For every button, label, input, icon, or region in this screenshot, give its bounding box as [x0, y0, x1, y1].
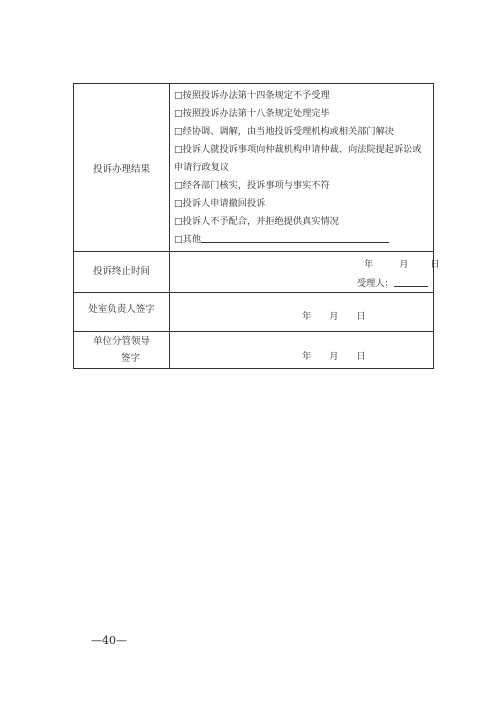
office-head-row — [74, 292, 433, 331]
receiver-sign-field[interactable] — [394, 276, 428, 287]
year-text: 年 — [302, 351, 312, 362]
month-text: 月 — [329, 311, 339, 322]
option-mediation[interactable]: □经协调、调解，由当地投诉受理机构或相关部门解决 — [174, 126, 394, 137]
option-uncooperative[interactable]: □投诉人不予配合，并拒绝提供真实情况 — [174, 216, 339, 227]
end-time-row — [74, 251, 440, 292]
option-arbitration[interactable]: □投诉人就投诉事项向仲裁机构申请仲裁、向法院提起诉讼或申请行政复议 — [174, 144, 422, 173]
month-text: 月 — [329, 351, 339, 362]
option-article-14[interactable]: □按照投诉办法第十四条规定不予受理 — [174, 90, 330, 101]
year-text: 年 — [364, 259, 374, 270]
option-article-18[interactable]: □按照投诉办法第十八条规定处理完毕 — [174, 108, 330, 119]
option-other[interactable] — [174, 231, 429, 249]
month-text: 月 — [399, 259, 409, 270]
day-text: 日 — [356, 311, 366, 322]
day-text: 日 — [356, 351, 366, 362]
unit-leader-label — [74, 333, 169, 367]
receiver-label: 受理人： — [357, 278, 394, 289]
complaint-form-table — [73, 83, 440, 369]
option-other-label: □其他 — [174, 234, 202, 245]
day-text: 日 — [430, 259, 440, 270]
end-time-label: 投诉终止时间 — [92, 266, 150, 277]
page-number: —40— — [91, 634, 127, 647]
result-label: 投诉办理结果 — [92, 164, 150, 175]
other-blank-field[interactable] — [201, 232, 389, 243]
result-options — [174, 87, 429, 249]
receiver-signature — [357, 275, 428, 289]
end-time-date — [364, 256, 440, 270]
result-row — [74, 84, 433, 251]
unit-leader-date — [302, 348, 366, 362]
option-withdraw[interactable]: □投诉人申请撤回投诉 — [174, 198, 266, 209]
option-facts-mismatch[interactable]: □经各部门核实，投诉事项与事实不符 — [174, 180, 330, 191]
office-head-label: 处室负责人签字 — [88, 304, 155, 315]
unit-leader-label-line2: 签字 — [120, 353, 140, 364]
unit-leader-label-line1: 单位分管领导 — [92, 336, 150, 347]
year-text: 年 — [302, 311, 312, 322]
office-head-date — [302, 308, 366, 322]
unit-leader-row — [74, 331, 433, 368]
